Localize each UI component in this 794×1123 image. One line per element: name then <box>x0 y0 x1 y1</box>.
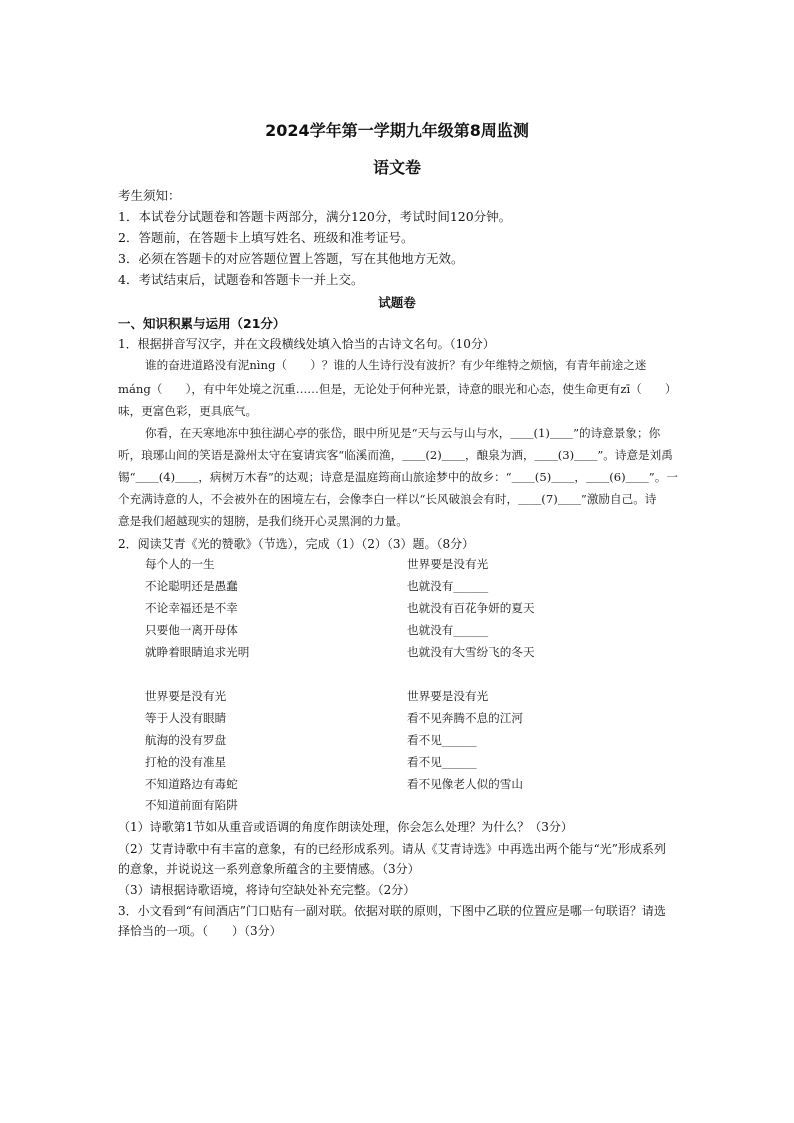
q1-paragraph-line: 听，琅琊山间的笑语是滁州太守在宴请宾客“临溪而渔，＿＿(2)＿＿，酿泉为酒，＿＿(3)＿＿”。诗意是刘禹 <box>118 448 673 462</box>
poem-line: 看不见像老人似的雪山 <box>407 777 523 791</box>
notice-heading: 考生须知： <box>118 188 181 203</box>
q1-paragraph-line: máng（ ），有中年处境之沉重……但是，无论处于何种光景，诗意的眼光和心态，使生命更有zī（ ） <box>118 382 677 396</box>
poem-line: 也就没有百花争妍的夏天 <box>407 601 535 615</box>
poem-line: 看不见______ <box>407 755 477 769</box>
paper-label: 试题卷 <box>378 295 416 310</box>
poem-line: 等于人没有眼睛 <box>145 711 227 725</box>
poem-line: 不论幸福还是不幸 <box>145 601 238 615</box>
notice-item: 3．必须在答题卡的对应答题位置上答题，写在其他地方无效。 <box>118 251 464 266</box>
question-1-prompt: 1．根据拼音写汉字，并在文段横线处填入恰当的古诗文名句。（10分） <box>118 337 495 351</box>
poem-line: 航海的没有罗盘 <box>145 733 227 747</box>
poem-line: 看不见奔腾不息的江河 <box>407 711 523 725</box>
q2-subquestion: （1）诗歌第1节如从重音或语调的角度作朗读处理，你会怎么处理？为什么？（3分） <box>118 820 573 834</box>
poem-line: 就睁着眼睛追求光明 <box>145 645 250 659</box>
poem-line: 也就没有大雪纷飞的冬天 <box>407 645 535 659</box>
poem-line: 每个人的一生 <box>145 557 215 571</box>
q2-subquestion: 的意象，并说说这一系列意象所蕴含的主要情感。（3分） <box>118 862 420 876</box>
poem-line: 不知道前面有陷阱 <box>145 798 238 812</box>
poem-line: 看不见______ <box>407 733 477 747</box>
q2-subquestion: （2）艾青诗歌中有丰富的意象，有的已经形成系列。请从《艾青诗选》中再选出两个能与“光”形成系列 <box>118 842 666 856</box>
poem-line: 不论聪明还是愚蠢 <box>145 579 238 593</box>
question-3-prompt: 择恰当的一项。（ ）（3分） <box>118 924 282 938</box>
q1-paragraph-line: 个充满诗意的人，不会被外在的困境左右，会像李白一样以“长风破浪会有时，＿＿(7)＿＿”激励自己。诗 <box>118 492 657 506</box>
poem-line: 世界要是没有光 <box>145 689 227 703</box>
q1-paragraph-line: 谁的奋进道路没有泥nìng（ ）？谁的人生诗行没有波折？有少年维特之烦恼，有青年前途之迷 <box>145 358 647 372</box>
q1-paragraph-line: 味，更富色彩，更具底气。 <box>118 404 258 418</box>
poem-line: 打枪的没有准星 <box>145 755 227 769</box>
notice-item: 4．考试结束后，试题卷和答题卡一并上交。 <box>118 272 364 287</box>
q1-paragraph-line: 意是我们超越现实的翅膀，是我们绕开心灵黑洞的力量。 <box>118 514 408 528</box>
notice-item: 2．答题前，在答题卡上填写姓名、班级和准考证号。 <box>118 230 414 245</box>
question-2-prompt: 2．阅读艾青《光的赞歌》（节选），完成（1）（2）（3）题。（8分） <box>118 537 475 551</box>
poem-line: 世界要是没有光 <box>407 689 489 703</box>
poem-line: 只要他一离开母体 <box>145 623 238 637</box>
page-subtitle: 语文卷 <box>372 158 421 177</box>
q1-paragraph-line: 锡“＿＿(4)＿＿，病树万木春”的达观；诗意是温庭筠商山旅途梦中的故乡：“＿＿(5)＿＿，＿＿(6)＿＿”。一 <box>118 470 678 484</box>
poem-line: 也就没有______ <box>407 579 489 593</box>
poem-line: 不知道路边有毒蛇 <box>145 777 238 791</box>
question-3-prompt: 3．小文看到“有间酒店”门口贴有一副对联。依据对联的原则，下图中乙联的位置应是哪一句联语？请选 <box>118 904 666 918</box>
notice-item: 1．本试卷分试题卷和答题卡两部分，满分120分，考试时间120分钟。 <box>118 209 512 224</box>
poem-line: 也就没有______ <box>407 623 489 637</box>
q1-paragraph-line: 你看，在天寒地冻中独往湖心亭的张岱，眼中所见是“天与云与山与水，＿＿(1)＿＿”的诗意景象；你 <box>145 426 661 440</box>
q2-subquestion: （3）请根据诗歌语境，将诗句空缺处补充完整。（2分） <box>118 883 416 897</box>
poem-line: 世界要是没有光 <box>407 557 489 571</box>
page-title: 2024学年第一学期九年级第8周监测 <box>265 121 529 140</box>
section-heading: 一、知识积累与运用（21分） <box>118 316 286 331</box>
